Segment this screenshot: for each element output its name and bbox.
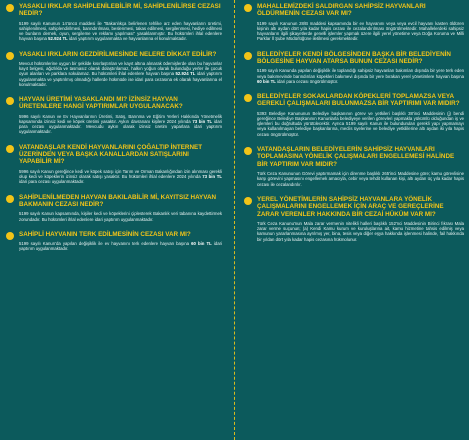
faq-item — [244, 146, 464, 187]
faq-item — [6, 194, 222, 222]
faq-question: YEREL YÖNETİMLERİN SAHİPSİZ HAYVANLARA YÖNELİK ÇALIŞMALARINI ENGELLEMEK İÇİN ARAÇ VE GEREÇLERİNE ZARAR VERENLER HAKKINDA BİR CEZAİ HÜKÜM VAR MI? — [257, 195, 444, 218]
faq-item — [244, 51, 464, 84]
bullet-icon — [6, 4, 14, 12]
faq-item — [6, 51, 222, 87]
faq-item — [244, 93, 464, 137]
column-divider — [234, 0, 235, 440]
bullet-icon — [6, 52, 14, 60]
faq-answer: 5393 Belediye Kanununun Belediye başkanının görev ve yetkileri başlıklı 38'inci Maddesinin (j) bendi gereğince Belediye Başkanının Kanunlarla belediyeye verilen görevleri yapmakla yükümlü olduğundan iş ve işlemleri bu doğrultuda yürütülecektir. Ayrıca 5199 sayılı Kanun ile bulundurulan gerekli yapı yapmamayı veya kullanılmayan belediye başkanlarına, meclis üyelerine ve belediye yetkililerine altı aydan iki yıla hapis cezası öngörülmüştür. — [257, 110, 464, 137]
faq-question: YASAKLI IRKLAR SAHİPLENİLEBİLİR Mİ, SAHİPLENİLİRSE CEZASI NEDİR? — [19, 3, 221, 18]
faq-answer: 5996 sayılı Kanun gereğince kedi ve köpek satışı için Tarım ve Orman Bakanlığından izin alınması gerekli olup kedi ve köpeklerin izinsiz olarak satışı yasaktır. Bu hükümleri ihlal edenlere 2024 yılında 73 bin TL idari para cezası uygulanmaktadır. — [19, 168, 222, 185]
bullet-icon — [6, 97, 14, 105]
faq-answer: Türk Ceza Kanununun Görevi yaptırmamak için direnme başlıklı 265'inci Maddesine göre; kamu görevlisine karşı görevini yapmasını engellemek amacıyla, cebir veya tehdit kullanan kişi, altı aydan üç yıla kadar hapis cezası ile cezalandırılır. — [257, 171, 464, 187]
faq-item — [6, 96, 222, 135]
faq-answer: 5199 sayılı Kanunun 14'üncü maddesi ile "Bakanlıkça belirlenen tehlike arz eden hayvanların üretimi, sahiplenilmesi, sahiplendirilmesi, barındırılması, beslenmesi, takas edilmesi, sergilenmesi, hediye edilmesi ve bunların dernek, oyun, sergileme ve reklamı yapılması" yasaklanmıştır. Bu hükümleri ihlal edenlere hayvan başına 52.924 TL idari yaptırım uygulanmakta ve hayvanlarına el konulmaktadır. — [19, 20, 222, 42]
bullet-icon — [6, 145, 14, 153]
faq-question: VATANDAŞLAR KENDİ HAYVANLARINI ÇOĞALTIP İNTERNET ÜZERİNDEN VEYA BAŞKA KANALLARDAN SATIŞLARINI YAPABİLİR Mİ? — [19, 143, 203, 166]
faq-answer: 5199 sayılı Kanun'da yapılan değişiklik ile ev hayvanını terk edenlere hayvan başına 60 bin TL idari yaptırım uygulanmaktadır. — [19, 241, 222, 252]
bullet-icon — [244, 147, 252, 155]
faq-question: VATANDAŞLARIN BELEDİYELERİN SAHİPSİZ HAYVANLARI TOPLAMASINA YÖNELİK ÇALIŞMALARI ENGELLEMESİ HALİNDE BİR YAPTIRIM VAR MIDIR? — [257, 145, 455, 168]
bullet-icon — [244, 197, 252, 205]
faq-answer: Türk Ceza Kanunu'nun Mala zarar vermenin nitelikli halleri başlıklı 152'nci Maddesinin Birinci fıkrası Mala zarar verme suçunun; (a) Kendi Kamu kurum ve kuruluşlarına ait, kamu hizmetine tahsis edilmiş veya kamunun yararlanmasına ayrılmış yer, bina, tesis veya diğer eşya hakkında işlenmesi halinde, fail hakkında bir yıldan dört yıla kadar hapis cezasına hükmolunur. — [257, 220, 464, 242]
faq-question: BELEDİYELER SOKAKLARDAN KÖPEKLERİ TOPLAMAZSA VEYA GEREKLİ ÇALIŞMALARI BULUNMAZSA BİR YAPTIRIMI VAR MIDIR? — [257, 93, 460, 108]
bullet-icon — [244, 4, 252, 12]
bullet-icon — [6, 195, 14, 203]
faq-question: BELEDİYELER KENDİ BÖLGESİNDEN BAŞKA BİR BELEDİYENİN BÖLGESİNE HAYVAN ATARSA BUNUN CEZASI NEDİR? — [257, 50, 451, 66]
faq-question: YASAKLI IRKLARIN GEZDİRİLMESİNDE NELERE DİKKAT EDİLİR? — [19, 50, 217, 58]
faq-question: HAYVAN ÜRETİMİ YASAKLANDI MI? İZİNSİZ HAYVAN ÜRETENLERE HANGİ YAPTIRIMLAR UYGULANACAK? — [19, 96, 183, 111]
faq-answer: Mevcut hükümlerine uygun bir şekilde kısırlaştırılan ve kayıt altına alınarak ödemişlerde olan bu hayvanlar kayıt belgesi, ağızlıkla ve tasmasız olarak dolaştırılamaz, halkın yoğun olarak bulunduğu yerler ile çocuk oyun alanları ve parklara sokulamaz. Bu hükümleri ihlal edenlere hayvan başına 52.924 TL idari yaptırım uygulanmakta ve yaptırılmış olmadığı hallerde hükmüde ise idari para cezasına ek olarak hayvanlarına el konulmaktadır. — [19, 61, 222, 87]
faq-item — [6, 231, 222, 252]
faq-answer: 5199 sayılı Kanunda yapılan değişiklik ile toplandığı sahipsiz hayvanları bakımları dışında bir yere terk eden veya bakımevinde barındırılan köpekleri bakımevi dışında bir yere bırakan yerel yönetimlere hayvan başına 60 bin TL idari para cezası öngörülmüştür. — [257, 68, 464, 84]
faq-answer: 5199 sayılı Kanun kapsamında, kişiler kedi ve köpeklerini çiplesterek Bakanlık veri tabanına kaydettirmek zorundadır. Bu hükümleri ihlal edenlere idari yaptırım uygulanmaktadır. — [19, 211, 222, 222]
faq-question: SAHİPLİ HAYVANIN TERK EDİLMESİNİN CEZASI VAR MI? — [19, 230, 191, 238]
faq-question: SAHİPLENİLMEDEN HAYVAN BAKILABİLİR Mİ, KAYITSIZ HAYVAN BAKMANIN CEZASI NEDİR? — [19, 193, 217, 208]
bullet-icon — [244, 94, 252, 102]
faq-answer: 5996 sayılı Kanun ve Ev Hayvanlarının Üretimi, Satış, Barınma ve Eğitim Yerleri Hakkında Yönetmelik kapsamında izinsiz kedi ve köpek üretimi yasaktır. Aykırı davrananı kişilere 2024 yılında 73 bin TL idari para cezası uygulanmaktadır. Mevcudu aykırı olarak izinsiz üretim yaparlara idari yaptırım uygulanmaktadır. — [19, 113, 222, 135]
right-column — [244, 3, 464, 251]
faq-item — [6, 3, 222, 42]
bullet-icon — [244, 52, 252, 60]
left-column — [6, 3, 222, 261]
faq-item — [244, 196, 464, 242]
faq-item — [244, 3, 464, 42]
faq-answer: 5199 sayılı Kanunun 28/B maddesi kapsamında bir ev hayvanını veya veya evcil hayvanı kasten öldüren kişinin altı aydan dört yıla kadar hapis cezası ile cezalandırılması öngörülmektedir. Mahallelerdeki sahipsiz hayvanların ilgili şikayetlerde genelli işlemler yapmak üzere ilgili yerel yönetime veya Doğa Koruma ve Milli Parklar İl Şube Müdürlüğüne iletilmesi gerekmektedir. — [257, 20, 464, 42]
bullet-icon — [6, 232, 14, 240]
faq-question: MAHALLEMİZDEKİ SALDIRGAN SAHİPSİZ HAYVANLARI ÖLDÜRMENİN CEZASI VAR MI? — [257, 3, 426, 18]
faq-item — [6, 144, 222, 185]
